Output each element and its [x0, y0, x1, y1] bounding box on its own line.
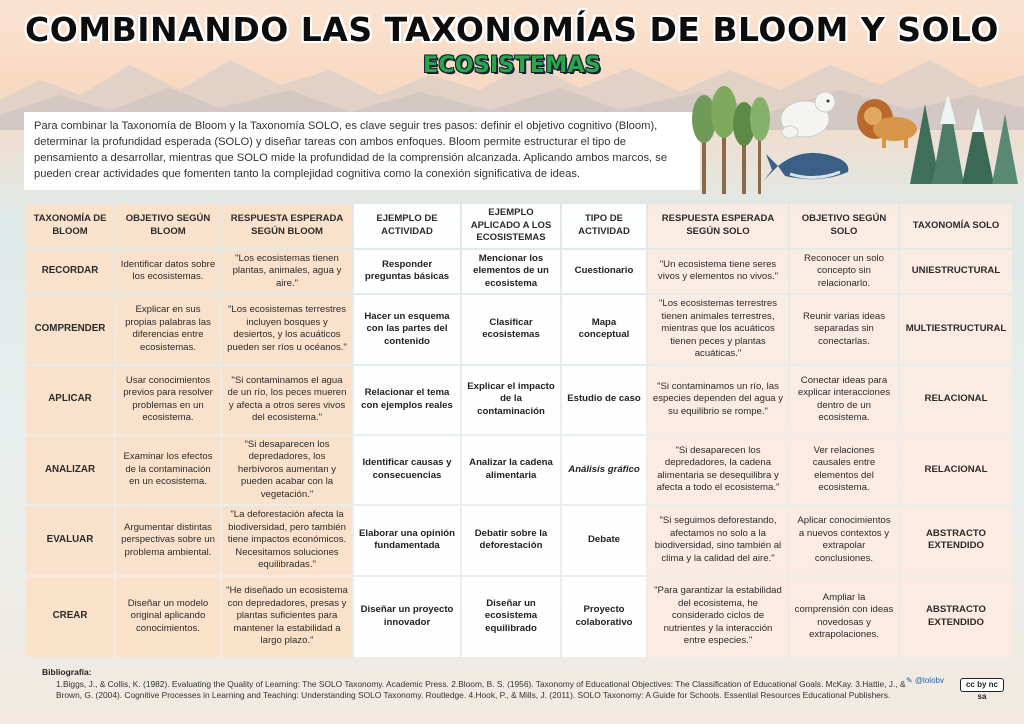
solo-level: RELACIONAL [900, 366, 1012, 434]
table-row [26, 366, 1012, 434]
table-row [26, 506, 1012, 575]
bloom-level: EVALUAR [26, 506, 114, 575]
ecosystem-example: Explicar el impacto de la contaminación [462, 366, 560, 434]
bloom-objective: Argumentar distintas perspectivas sobre un problema ambiental. [116, 506, 220, 575]
page-title: COMBINANDO LAS TAXONOMÍAS DE BLOOM Y SOLO [25, 10, 999, 49]
forest-trees [692, 86, 770, 194]
solo-level: UNIESTRUCTURAL [900, 250, 1012, 294]
bloom-response: "Los ecosistemas tienen plantas, animales, agua y aire." [222, 250, 352, 294]
bloom-response: "He diseñado un ecosistema con depredadores, presas y plantas suficientes para mantener la estabilidad a largo plazo." [222, 577, 352, 657]
snowy-pine-trees [910, 94, 1018, 184]
bloom-objective: Usar conocimientos previos para resolver problemas en un ecosistema. [116, 366, 220, 434]
solo-response: "Un ecosistema tiene seres vivos y elementos no vivos." [648, 250, 788, 294]
solo-objective: Ampliar la comprensión con ideas novedosas y extrapolaciones. [790, 577, 898, 657]
bloom-level: COMPRENDER [26, 295, 114, 364]
solo-response: "Para garantizar la estabilidad del ecosistema, he considerado ciclos de nutrientes y la interacción entre especies." [648, 577, 788, 657]
author-handle: @lolobv [914, 676, 944, 685]
solo-level: ABSTRACTO EXTENDIDO [900, 506, 1012, 575]
activity-example: Diseñar un proyecto innovador [354, 577, 460, 657]
bloom-objective: Explicar en sus propias palabras las diferencias entre ecosistemas. [116, 295, 220, 364]
bloom-level: RECORDAR [26, 250, 114, 294]
bloom-objective: Examinar los efectos de la contaminación en un ecosistema. [116, 436, 220, 505]
activity-example: Responder preguntas básicas [354, 250, 460, 294]
bloom-objective: Diseñar un modelo original aplicando conocimientos. [116, 577, 220, 657]
cc-license-badge: cc by nc sa [960, 678, 1004, 692]
header-cell: TAXONOMÍA DE BLOOM [26, 204, 114, 248]
header-cell: RESPUESTA ESPERADA SEGÚN BLOOM [222, 204, 352, 248]
ecosystem-example: Analizar la cadena alimentaria [462, 436, 560, 505]
solo-level: MULTIESTRUCTURAL [900, 295, 1012, 364]
table-header-row [26, 204, 1012, 248]
solo-objective: Reunir varias ideas separadas sin conectarlas. [790, 295, 898, 364]
bloom-response: "La deforestación afecta la biodiversidad, pero también tiene impactos económicos. Necesitamos soluciones equilibradas." [222, 506, 352, 575]
solo-objective: Aplicar conocimientos a nuevos contextos y extrapolar conclusiones. [790, 506, 898, 575]
bloom-objective: Identificar datos sobre los ecosistemas. [116, 250, 220, 294]
solo-response: "Los ecosistemas terrestres tienen animales terrestres, mientras que los acuáticos tienen peces y plantas acuáticas." [648, 295, 788, 364]
ecosystem-example: Mencionar los elementos de un ecosistema [462, 250, 560, 294]
header-cell: RESPUESTA ESPERADA SEGÚN SOLO [648, 204, 788, 248]
header-cell: EJEMPLO DE ACTIVIDAD [354, 204, 460, 248]
header-cell: TIPO DE ACTIVIDAD [562, 204, 646, 248]
solo-objective: Conectar ideas para explicar interacciones dentro de un ecosistema. [790, 366, 898, 434]
taxonomy-table [24, 202, 1014, 659]
header-cell: OBJETIVO SEGÚN SOLO [790, 204, 898, 248]
solo-response: "Si seguimos deforestando, afectamos no solo a la biodiversidad, sino también al clima y la calidad del aire." [648, 506, 788, 575]
activity-type: Mapa conceptual [562, 295, 646, 364]
activity-type: Debate [562, 506, 646, 575]
bloom-response: "Los ecosistemas terrestres incluyen bosques y desiertos, y los acuáticos pueden ser ríos u océanos." [222, 295, 352, 364]
page-subtitle: ECOSISTEMAS [423, 53, 601, 78]
solo-level: RELACIONAL [900, 436, 1012, 505]
ecosystem-example: Debatir sobre la deforestación [462, 506, 560, 575]
solo-response: "Si contaminamos un río, las especies dependen del agua y su equilibrio se rompe." [648, 366, 788, 434]
activity-type: Proyecto colaborativo [562, 577, 646, 657]
solo-response: "Si desaparecen los depredadores, la cadena alimentaria se desequilibra y afecta a todo el ecosistema." [648, 436, 788, 505]
table-row [26, 295, 1012, 364]
activity-type: Estudio de caso [562, 366, 646, 434]
ecosystem-example: Diseñar un ecosistema equilibrado [462, 577, 560, 657]
solo-objective: Ver relaciones causales entre elementos del ecosistema. [790, 436, 898, 505]
table-row [26, 577, 1012, 657]
lion-icon [857, 99, 917, 148]
bibliography-title: Bibliografía: [42, 667, 92, 677]
pencil-icon: ✎ [906, 676, 913, 685]
bloom-response: "Si contaminamos el agua de un río, los peces mueren y afecta a otros seres vivos del ecosistema." [222, 366, 352, 434]
header-cell: EJEMPLO APLICADO A LOS ECOSISTEMAS [462, 204, 560, 248]
activity-example: Elaborar una opinión fundamentada [354, 506, 460, 575]
activity-type: Análisis gráfico [562, 436, 646, 505]
whale-icon [764, 153, 848, 180]
intro-paragraph: Para combinar la Taxonomía de Bloom y la Taxonomía SOLO, es clave seguir tres pasos: definir el objetivo cognitivo (Bloom), determinar la profundidad esperada (SOLO) y diseñar tareas con ambos enfoques. Bloom permite estructurar el tipo de pensamiento a desarrollar, mientras que SOLO mide la profundidad de la comprensión alcanzada. Aplicando ambos marcos, se pueden crear actividades que fomenten tanto la complejidad cognitiva como la conexión significativa de ideas. [24, 112, 700, 190]
bloom-level: CREAR [26, 577, 114, 657]
bloom-response: "Si desaparecen los depredadores, los herbívoros aumentan y pueden acabar con la vegetación." [222, 436, 352, 505]
bloom-level: APLICAR [26, 366, 114, 434]
activity-type: Cuestionario [562, 250, 646, 294]
solo-level: ABSTRACTO EXTENDIDO [900, 577, 1012, 657]
table-row [26, 436, 1012, 505]
bloom-level: ANALIZAR [26, 436, 114, 505]
activity-example: Relacionar el tema con ejemplos reales [354, 366, 460, 434]
polar-bear-icon [781, 92, 835, 138]
author-credit [906, 676, 944, 685]
activity-example: Identificar causas y consecuencias [354, 436, 460, 505]
header-cell: TAXONOMÍA SOLO [900, 204, 1012, 248]
activity-example: Hacer un esquema con las partes del contenido [354, 295, 460, 364]
solo-objective: Reconocer un solo concepto sin relacionarlo. [790, 250, 898, 294]
ecosystem-illustration [690, 84, 1020, 196]
header-cell: OBJETIVO SEGÚN BLOOM [116, 204, 220, 248]
ecosystem-example: Clasificar ecosistemas [462, 295, 560, 364]
bibliography-text: 1.Biggs, J., & Collis, K. (1982). Evaluating the Quality of Learning: The SOLO Taxonomy. Academic Press. 2.Bloom, B. S. (1956). Taxonomy of Educational Objectives: The Classification of Educational Goals. McKay. 3.Hattie, J., & Brown, G. (2004). Cognitive Processes in Learning and Teaching: Understanding SOLO Taxonomy. Routledge. 4.Hook, P., & Mills, J. (2011). SOLO Taxonomy: A Guide for Schools. Essential Resources Educational Publishers. [56, 679, 906, 700]
table-row [26, 250, 1012, 294]
